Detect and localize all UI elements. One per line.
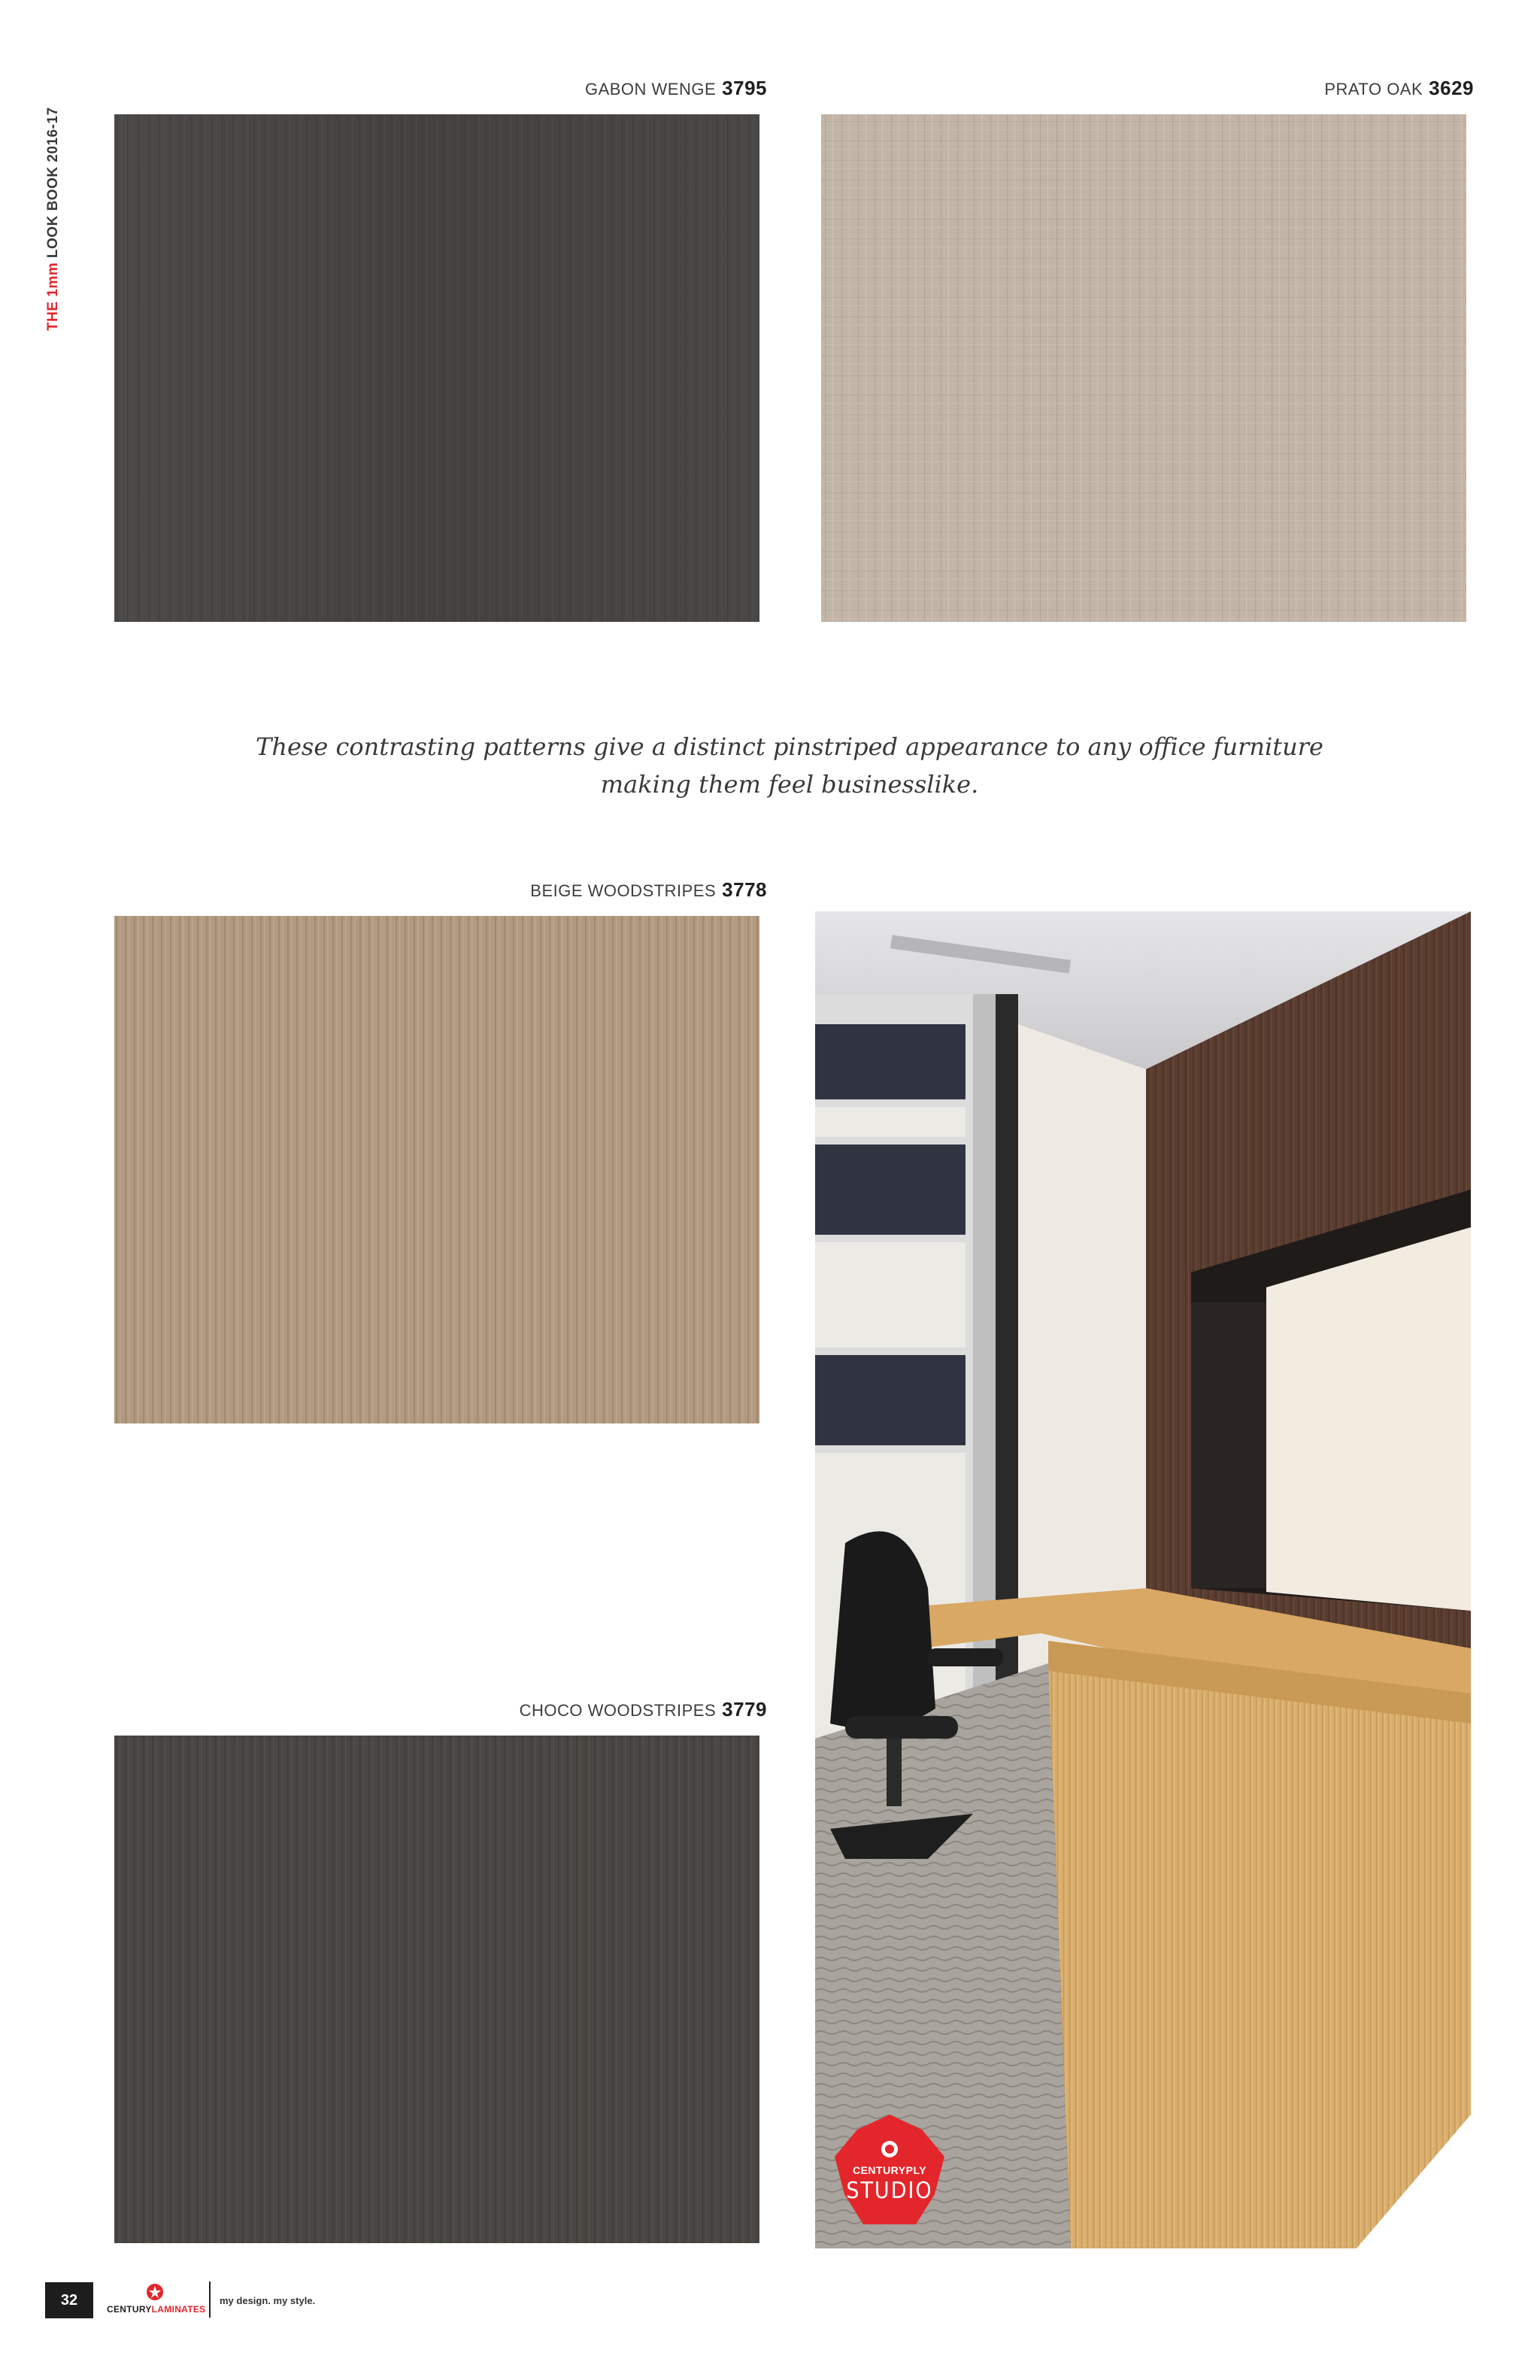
swatch-code: 3795 bbox=[722, 77, 767, 99]
caption bbox=[150, 728, 1429, 803]
prato-oak-texture bbox=[821, 114, 1466, 622]
beige-woodstripes-texture bbox=[114, 916, 759, 1423]
swatch-beige-woodstripes bbox=[114, 916, 759, 1423]
swatch-name: PRATO OAK bbox=[1324, 80, 1423, 99]
brand-prefix: CENTURY bbox=[107, 2304, 152, 2315]
swatch-label-gabon-wenge bbox=[585, 77, 767, 100]
office-illustration bbox=[815, 911, 1471, 2248]
caption-line-1: These contrasting patterns give a distinct pinstriped appearance to any office furniture bbox=[256, 732, 1323, 761]
swatch-code: 3779 bbox=[722, 1698, 767, 1721]
spine-title bbox=[42, 105, 72, 331]
choco-woodstripes-texture bbox=[114, 1736, 759, 2243]
swatch-gabon-wenge bbox=[114, 114, 759, 622]
footer-tagline: my design. my style. bbox=[220, 2295, 316, 2306]
swatch-label-prato-oak bbox=[1324, 77, 1474, 100]
swatch-name: BEIGE WOODSTRIPES bbox=[530, 881, 717, 900]
centuryply-studio-badge bbox=[833, 2113, 946, 2226]
swatch-label-beige-woodstripes bbox=[530, 878, 767, 902]
page-number: 32 bbox=[45, 2282, 93, 2318]
swatch-name: CHOCO WOODSTRIPES bbox=[519, 1701, 717, 1720]
swatch-prato-oak bbox=[821, 114, 1466, 622]
office-interior-photo bbox=[815, 911, 1471, 2248]
swatch-code: 3629 bbox=[1429, 77, 1474, 99]
badge-top-text: CENTURYPLY bbox=[852, 2164, 927, 2176]
swatch-name: GABON WENGE bbox=[584, 80, 717, 99]
swatch-label-choco-woodstripes bbox=[520, 1698, 767, 1721]
spine-prefix: THE 1mm bbox=[45, 262, 61, 331]
swatch-choco-woodstripes bbox=[114, 1736, 759, 2243]
footer-divider bbox=[209, 2281, 211, 2318]
century-laminates-logo bbox=[107, 2278, 205, 2324]
swatch-code: 3778 bbox=[722, 878, 767, 901]
caption-line-2: making them feel businesslike. bbox=[600, 770, 979, 799]
gabon-wenge-texture bbox=[114, 114, 759, 622]
brand-name bbox=[107, 2304, 205, 2315]
brand-suffix: LAMINATES bbox=[151, 2304, 206, 2315]
century-logo-icon bbox=[146, 2283, 164, 2301]
spine-text bbox=[45, 107, 62, 331]
badge-main-text: STUDIO bbox=[846, 2178, 933, 2204]
spine-rest: LOOK BOOK 2016-17 bbox=[45, 107, 61, 262]
